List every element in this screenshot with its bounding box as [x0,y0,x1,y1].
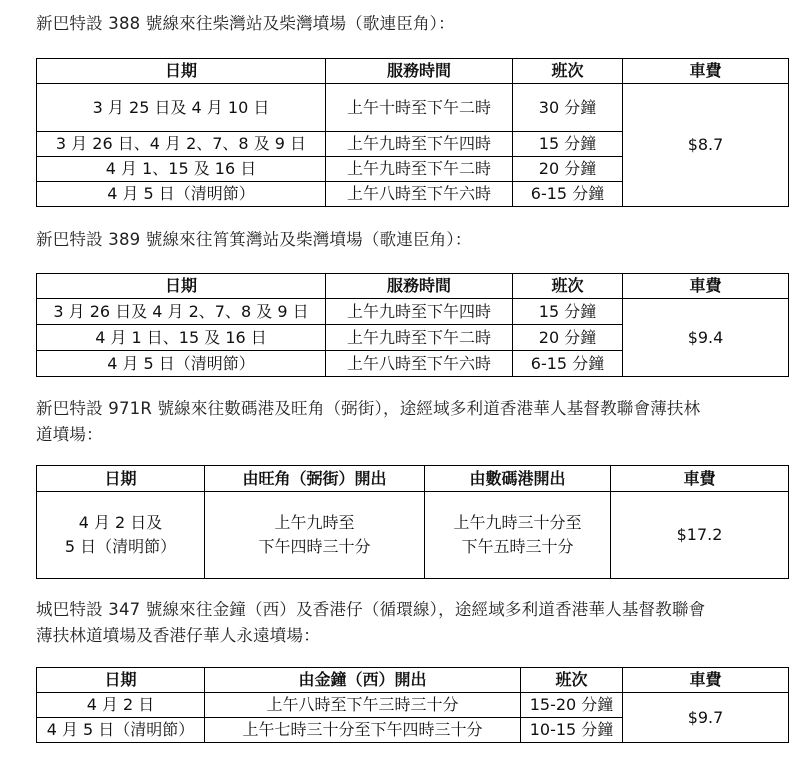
route-347-heading [36,597,796,649]
heading-line: 道墳場： [36,425,103,444]
date-cell: 4 月 1 日、15 及 16 日 [37,325,326,351]
header-from-cyberport: 由數碼港開出 [425,466,611,492]
header-fare: 車費 [623,668,789,693]
frequency-cell: 20 分鐘 [513,157,623,182]
date-cell: 3 月 26 日及 4 月 2、7、8 及 9 日 [37,299,326,325]
hours-cell: 上午七時三十分至下午四時三十分 [205,718,521,743]
header-frequency: 班次 [513,59,623,84]
frequency-cell: 6-15 分鐘 [513,182,623,207]
date-cell: 4 月 2 日 [37,693,205,718]
hours-cell: 上午八時至下午六時 [326,182,513,207]
header-date: 日期 [37,59,326,84]
date-line: 5 日（清明節） [64,537,177,556]
header-fare: 車費 [623,274,789,299]
hours-cell: 上午九時至下午二時 [326,157,513,182]
header-fare: 車費 [623,59,789,84]
frequency-cell: 15 分鐘 [513,299,623,325]
frequency-cell: 15 分鐘 [513,132,623,157]
date-cell: 4 月 1、15 及 16 日 [37,157,326,182]
date-line: 4 月 2 日及 [78,513,163,532]
table-row [37,693,789,718]
hours-cell: 上午九時至下午二時 [326,325,513,351]
date-cell: 4 月 5 日（清明節） [37,351,326,377]
table-row [37,299,789,325]
date-cell [37,492,205,579]
hours-cell: 上午九時至下午四時 [326,299,513,325]
route-347-table [36,667,789,743]
header-frequency: 班次 [513,274,623,299]
frequency-cell: 6-15 分鐘 [513,351,623,377]
route-971r-heading [36,396,796,448]
hours-cell: 上午十時至下午二時 [326,84,513,132]
frequency-cell: 10-15 分鐘 [521,718,623,743]
fare-cell: $9.4 [623,299,789,377]
time-line: 上午九時三十分至 [453,513,582,532]
hours-cell: 上午八時至下午六時 [326,351,513,377]
time-line: 上午九時至 [274,513,355,532]
header-service-hours: 服務時間 [326,59,513,84]
route-389-heading: 新巴特設 389 號線來往筲箕灣站及柴灣墳場（歌連臣角）： [36,230,472,249]
date-cell: 4 月 5 日（清明節） [37,718,205,743]
route-971r-table [36,465,789,579]
hours-cell: 上午八時至下午三時三十分 [205,693,521,718]
route-388-heading: 新巴特設 388 號線來往柴灣站及柴灣墳場（歌連臣角）： [36,14,455,33]
from-mongkok-cell [205,492,425,579]
date-cell: 4 月 5 日（清明節） [37,182,326,207]
table-row [37,492,789,579]
header-service-hours: 服務時間 [326,274,513,299]
header-date: 日期 [37,466,205,492]
frequency-cell: 15-20 分鐘 [521,693,623,718]
heading-line: 新巴特設 971R 號線來往數碼港及旺角（弼街），途經域多利道香港華人基督教聯會薄扶林 [36,399,701,418]
fare-cell: $17.2 [611,492,789,579]
route-388-table [36,58,789,207]
date-cell: 3 月 25 日及 4 月 10 日 [37,84,326,132]
header-frequency: 班次 [521,668,623,693]
header-date: 日期 [37,274,326,299]
fare-cell: $8.7 [623,84,789,207]
hours-cell: 上午九時至下午四時 [326,132,513,157]
table-row [37,84,789,132]
header-fare: 車費 [611,466,789,492]
fare-cell: $9.7 [623,693,789,743]
time-line: 下午四時三十分 [258,537,371,556]
header-from-admiralty: 由金鐘（西）開出 [205,668,521,693]
header-date: 日期 [37,668,205,693]
route-389-table [36,273,789,377]
heading-line: 薄扶林道墳場及香港仔華人永遠墳場： [36,626,320,645]
header-from-mongkok: 由旺角（弼街）開出 [205,466,425,492]
frequency-cell: 30 分鐘 [513,84,623,132]
time-line: 下午五時三十分 [461,537,574,556]
from-cyberport-cell [425,492,611,579]
date-cell: 3 月 26 日、4 月 2、7、8 及 9 日 [37,132,326,157]
heading-line: 城巴特設 347 號線來往金鐘（西）及香港仔（循環線），途經域多利道香港華人基督教聯會 [36,600,706,619]
frequency-cell: 20 分鐘 [513,325,623,351]
